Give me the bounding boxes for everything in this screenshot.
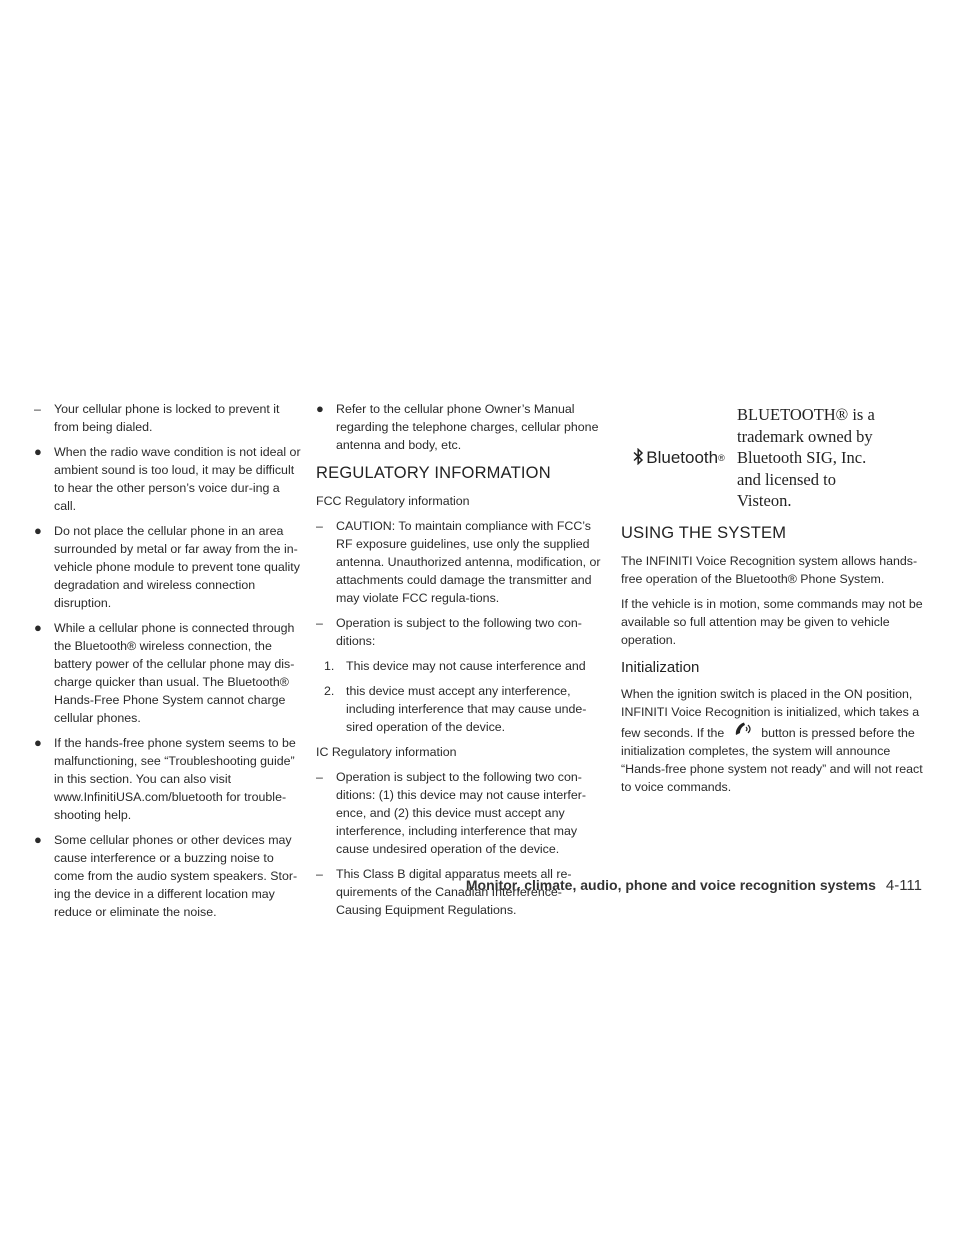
paragraph: When the ignition switch is placed in the ON position, INFINITI Voice Recognition is initialized, which takes a few seconds. If the button is pressed before the initialization completes, the system will announce “Hands-free phone system not ready” and will not react to voice commands.	[621, 687, 923, 794]
middle-column	[316, 400, 602, 926]
footer-title: Monitor, climate, audio, phone and voice recognition systems	[465, 877, 876, 893]
list-item: ● If the hands-free phone system seems to be malfunctioning, see “Troubleshooting guide” in this section. You can also visit www.InfinitiUSA.com/bluetooth for trouble-shooting help.	[34, 735, 296, 822]
list-item: – Operation is subject to the following two con-ditions:	[316, 616, 582, 648]
section-heading-using-system: USING THE SYSTEM	[621, 524, 787, 542]
phone-talk-icon	[728, 721, 758, 741]
list-item: – CAUTION: To maintain compliance with FCC’s RF exposure guidelines, use only the supplied antenna. Unauthorized antenna, modification, or attachments could damage the transmitter and may violate FCC regula-tions.	[316, 519, 601, 605]
bullet-icon: ●	[34, 735, 42, 750]
left-column	[34, 400, 302, 928]
right-column	[621, 396, 927, 803]
numbered-item: 2. this device must accept any interference, including interference that may cause unde-sired operation of the device.	[324, 684, 587, 734]
page-footer	[0, 877, 922, 894]
paragraph: If the vehicle is in motion, some commands may not be available so full attention may be given to vehicle operation.	[621, 597, 923, 647]
section-heading-regulatory: REGULATORY INFORMATION	[316, 464, 551, 482]
fcc-label: FCC Regulatory information	[316, 494, 470, 508]
list-item: – This Class B digital apparatus meets all re-quirements of the Canadian Interference-Causing Equipment Regulations.	[316, 867, 572, 917]
list-item: ● Do not place the cellular phone in an area surrounded by metal or far away from the in-vehicle phone module to prevent tone quality degradation and wireless connection disruption.	[34, 523, 300, 610]
bullet-icon: ●	[34, 444, 42, 459]
list-item: ● When the radio wave condition is not ideal or ambient sound is too loud, it may be difficult to hear the other person’s voice dur-ing a call.	[34, 444, 301, 513]
subheading-initialization: Initialization	[621, 659, 700, 676]
bluetooth-icon	[633, 448, 644, 468]
list-item: – Operation is subject to the following two con-ditions: (1) this device may not cause interfer-ence, and (2) this device must accept any interference, including interference that may cause undesired operation of the device.	[316, 770, 586, 856]
ic-label: IC Regulatory information	[316, 745, 457, 759]
paragraph: The INFINITI Voice Recognition system allows hands-free operation of the Bluetooth® Phone System.	[621, 554, 918, 586]
list-item: – Your cellular phone is locked to prevent it from being dialed.	[34, 402, 280, 434]
bluetooth-logo: Bluetooth ®	[621, 448, 737, 468]
bullet-icon: ●	[34, 832, 42, 847]
trademark-text: BLUETOOTH® is a trademark owned by Bluetooth SIG, Inc. and licensed to Visteon.	[737, 405, 875, 511]
numbered-item: 1. This device may not cause interference and	[324, 659, 586, 673]
bullet-icon: ●	[34, 620, 42, 635]
page-number: 4-111	[885, 877, 922, 894]
bullet-icon: ●	[316, 401, 324, 416]
bluetooth-trademark-box	[621, 396, 927, 520]
bullet-icon: ●	[34, 523, 42, 538]
list-item: ● Refer to the cellular phone Owner’s Manual regarding the telephone charges, cellular phone antenna and body, etc.	[316, 401, 599, 452]
list-item: ● While a cellular phone is connected through the Bluetooth® wireless connection, the battery power of the cellular phone may dis-charge quicker than usual. The Bluetooth® Hands-Free Phone System cannot charge cellular phones.	[34, 620, 295, 725]
list-item: ● Some cellular phones or other devices may cause interference or a buzzing noise to come from the audio system speakers. Stor-ing the device in a different location may reduce or eliminate the noise.	[34, 832, 298, 919]
